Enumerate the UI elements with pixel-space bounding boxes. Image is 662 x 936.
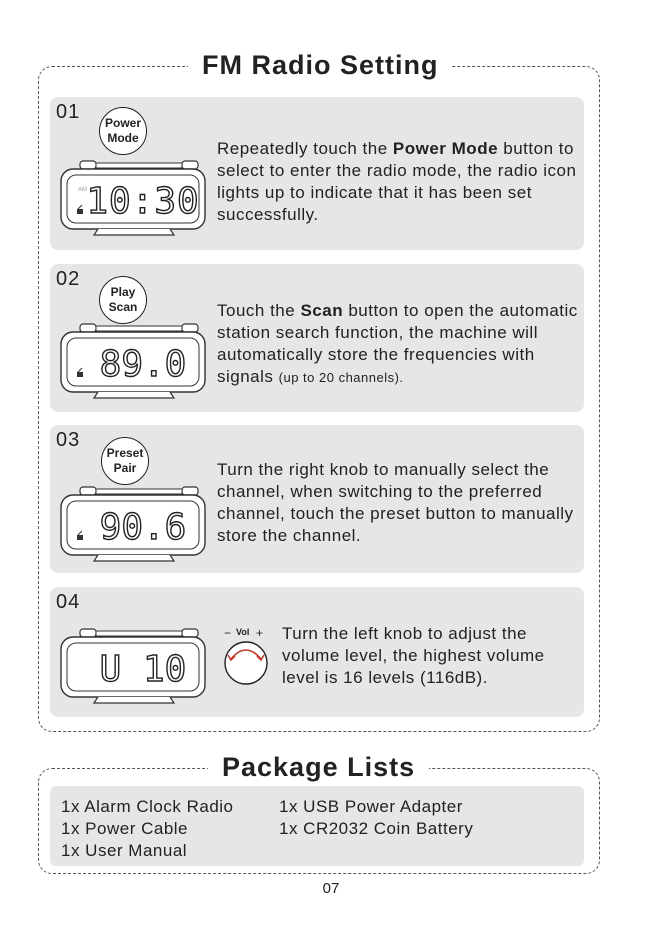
package-list [50, 786, 584, 866]
lcd-readout: 89.0 [99, 344, 187, 385]
badge-line-2: Pair [113, 461, 137, 475]
badge-line-1: Preset [106, 446, 144, 460]
step-02 [50, 264, 584, 412]
text-before: Touch the [217, 301, 301, 320]
step-description [217, 300, 584, 389]
text-after: button to open the automatic station search function, the machine will automatically store the frequencies with signals [217, 301, 578, 386]
step-01 [50, 97, 584, 250]
list-item: 1x CR2032 Coin Battery [279, 819, 474, 838]
badge-line-1: Power [104, 116, 141, 130]
knob-minus: − [224, 626, 232, 640]
step-number: 02 [56, 268, 81, 290]
step-description: Turn the left knob to adjust the volume level, the highest volume level is 16 levels (116dB). [282, 624, 545, 687]
package-section-title: Package Lists [208, 752, 429, 783]
text-bold: Scan [300, 301, 344, 320]
badge-line-2: Mode [107, 131, 139, 145]
text-bold: Power Mode [392, 139, 499, 158]
clock-display-01 [58, 159, 208, 239]
step-number: 01 [56, 101, 81, 123]
knob-label: Vol [236, 627, 250, 637]
text-before: Repeatedly touch the [217, 139, 393, 158]
step-number: 03 [56, 429, 81, 451]
step-03 [50, 425, 584, 573]
lcd-readout: U 10 [99, 649, 187, 690]
am-indicator: AM [78, 187, 87, 193]
page-number: 07 [322, 880, 340, 897]
lcd-readout: 10:30 [86, 181, 200, 222]
badge-line-1: Play [110, 285, 136, 299]
preset-pair-button-icon [101, 437, 149, 485]
step-description [217, 138, 582, 226]
badge-line-2: Scan [108, 300, 138, 314]
clock-display-04 [58, 627, 208, 707]
list-item: 1x USB Power Adapter [279, 797, 463, 816]
knob-plus: + [256, 626, 264, 640]
step-04 [50, 587, 584, 717]
power-mode-button-icon [99, 107, 147, 155]
list-item: 1x Power Cable [61, 819, 189, 838]
list-item: 1x Alarm Clock Radio [61, 797, 234, 816]
volume-knob-icon [220, 623, 276, 687]
lcd-readout: 90.6 [99, 507, 187, 548]
list-item: 1x User Manual [61, 841, 188, 860]
text-after: button to select to enter the radio mode, the radio icon lights up to indicate that it has been set successfully. [217, 139, 577, 224]
clock-display-02 [58, 322, 208, 402]
play-scan-button-icon [99, 276, 147, 324]
fm-section-title: FM Radio Setting [188, 50, 452, 81]
clock-display-03 [58, 485, 208, 565]
text-small: (up to 20 channels). [278, 370, 404, 385]
step-description: Turn the right knob to manually select the channel, when switching to the preferred channel, touch the preset button to manually store the channel. [217, 460, 574, 545]
step-number: 04 [56, 591, 81, 613]
